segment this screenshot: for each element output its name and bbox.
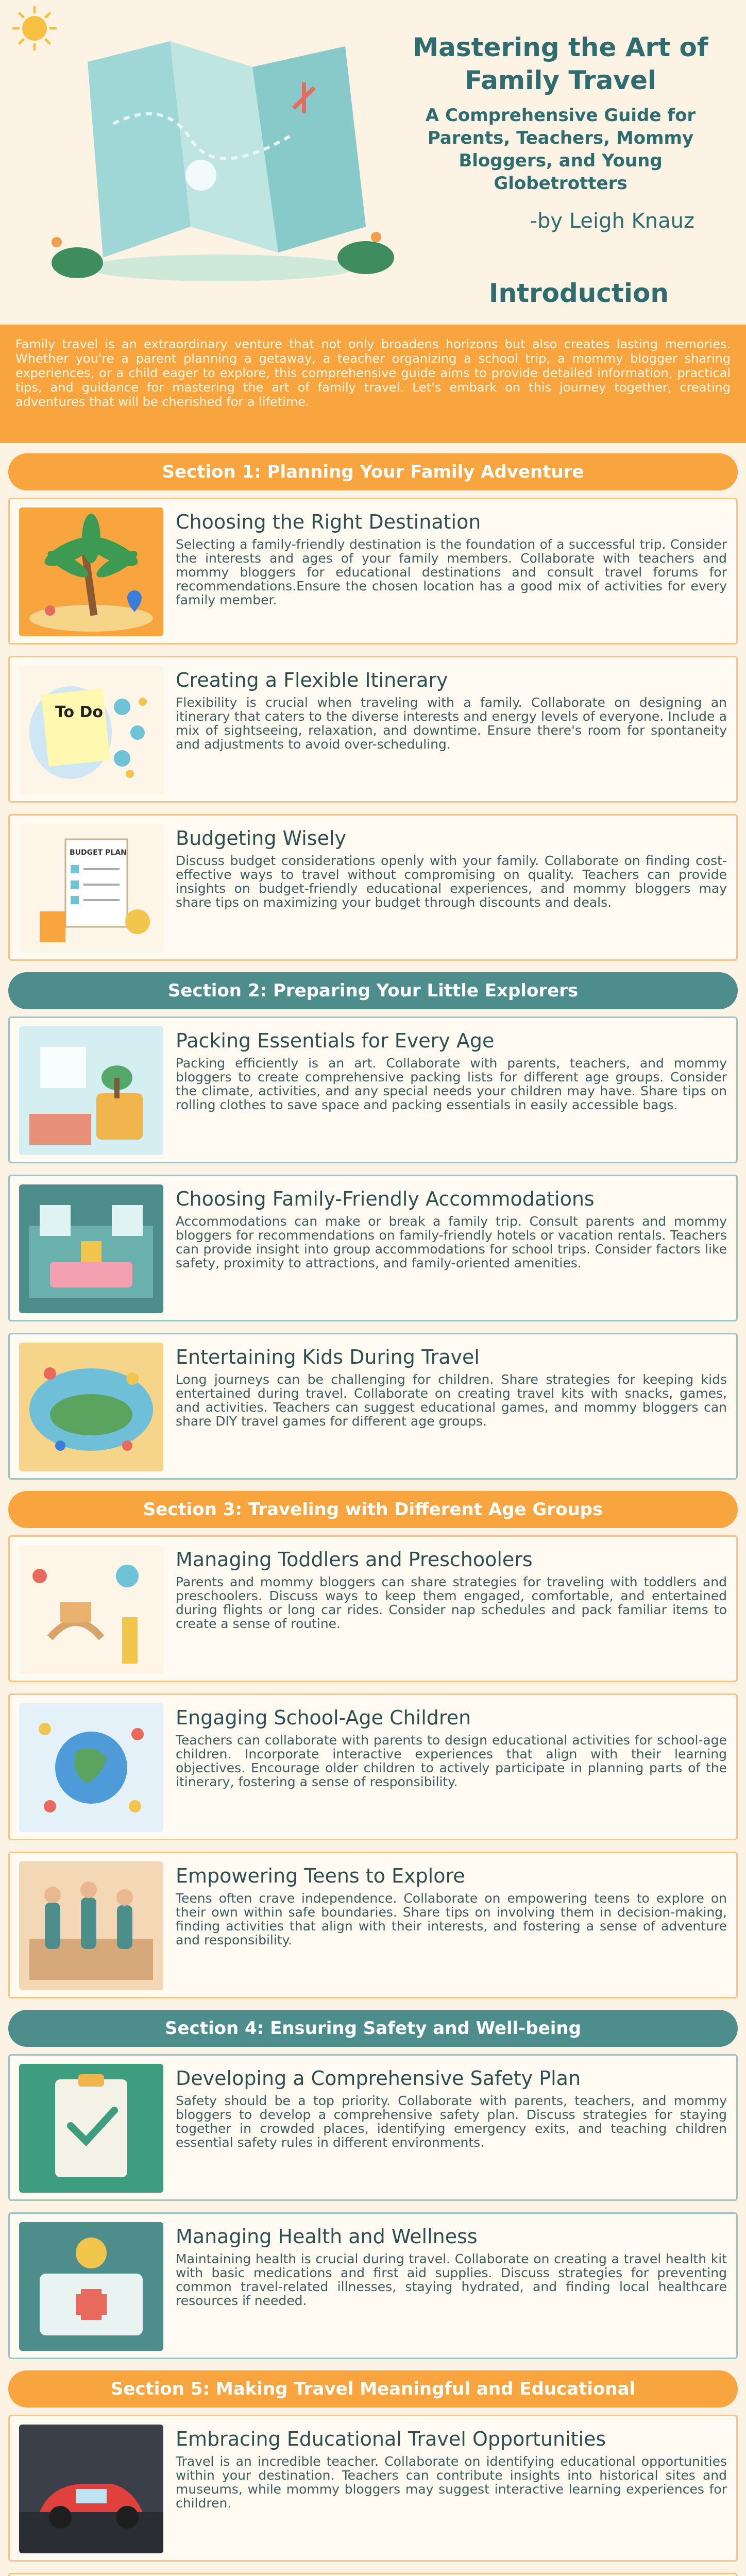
card-title: Creating a Flexible Itinerary [176,669,448,691]
card-text: Selecting a family-friendly destination is the foundation of a successful trip. Consider the interests and ages of your family members. Collaborate with teachers and mommy bloggers for educational destinations and consult travel forums for recommendations.Ensure the chosen location has a good mix of activities for every family member. [176,537,727,607]
intro-heading: Introduction [488,278,669,308]
card-health-wellness [8,2212,738,2359]
section-3-heading: Section 3: Traveling with Different Age Groups [8,1491,738,1528]
todo-label: To Do [55,703,104,721]
school-age-illustration [19,1703,163,1832]
card-title: Choosing Family-Friendly Accommodations [176,1188,595,1210]
card-teens [8,1852,738,1998]
card-title: Developing a Comprehensive Safety Plan [176,2067,581,2090]
card-text: Safety should be a top priority. Collaborate with parents, teachers, and mommy bloggers to develop a comprehensive safety plan. Discuss strategies for staying together in crowded places, identifying emergency exits, and teaching children essential safety rules in different environments. [176,2093,727,2150]
card-text: Long journeys can be challenging for children. Share strategies for keeping kids entertained during travel. Collaborate on creating travel kits with snacks, games, and activities. Teachers can suggest educational games, and mommy bloggers can share DIY travel games for different age groups. [176,1372,727,1429]
travel-map-illustration [36,21,397,289]
card-budgeting [8,814,738,961]
intro-band [0,325,746,443]
budget-illustration [19,824,163,953]
card-family-accommodations [8,1175,738,1321]
card-text: Discuss budget considerations openly with your family. Collaborate on finding cost-effective ways to travel without compromising on quality. Teachers can provide insights on budget-friendly educational experiences, and mommy bloggers may share tips on maximizing your budget through discounts and deals. [176,853,727,910]
page-subtitle: A Comprehensive Guide for Parents, Teachers, Mommy Bloggers, and Young Globetrotters [425,105,696,194]
card-title: Budgeting Wisely [176,827,347,850]
card-title: Entertaining Kids During Travel [176,1346,480,1368]
destination-illustration [19,507,163,636]
accommodations-illustration [19,1184,163,1313]
card-choosing-destination [8,498,738,645]
card-title: Empowering Teens to Explore [176,1865,465,1887]
card-text: Maintaining health is crucial during travel. Collaborate on creating a travel health kit with basic medications and first aid supplies. Discuss strategies for preventing common travel-related illnesses, staying hydrated, and finding local healthcare resources if needed. [176,2251,727,2308]
page-title: Mastering the Art of Family Travel [413,32,708,95]
card-documenting-journey [8,2573,738,2576]
card-safety-plan [8,2054,738,2201]
card-text: Accommodations can make or break a family trip. Consult parents and mommy bloggers for recommendations on family-friendly hotels or vacation rentals. Teachers can provide insight into group accommodations for school trips. Consider factors like safety, proximity to attractions, and family-oriented amenities. [176,1214,727,1270]
safety-illustration [19,2064,163,2193]
card-flexible-itinerary [8,656,738,803]
card-title: Embracing Educational Travel Opportunities [176,2428,606,2450]
budget-label: BUDGET PLAN [70,849,127,857]
card-title: Managing Health and Wellness [176,2225,478,2248]
card-text: Packing efficiently is an art. Collaborate with parents, teachers, and mommy bloggers to create comprehensive packing lists for different age groups. Consider the climate, activities, and any special needs your children may have. Share tips on rolling clothes to save space and packing essentials in easily accessible bags. [176,1056,727,1112]
card-text: Teachers can collaborate with parents to design educational activities for school-age children. Incorporate interactive experiences that align with their learning objectives. Encourage older children to actively participate in planning parts of the itinerary, fostering a sense of responsibility. [176,1733,727,1789]
toddlers-illustration [19,1545,163,1674]
card-text: Teens often crave independence. Collaborate on empowering teens to explore on their own within safe boundaries. Share tips on involving them in decision-making, finding activities that align with their interests, and fostering a sense of adventure and responsibility. [176,1891,727,1947]
card-toddlers [8,1535,738,1682]
card-text: Flexibility is crucial when traveling with a family. Collaborate on designing an itinerary that caters to the diverse interests and energy levels of everyone. Include a mix of sightseeing, relaxation, and downtime. Ensure there's room for spontaneity and adjustments to avoid over-scheduling. [176,695,727,752]
itinerary-illustration [19,666,163,794]
card-text: Parents and mommy bloggers can share strategies for traveling with toddlers and preschoolers. Discuss ways to keep them engaged, comfortable, and entertained during flights or long car rides. Consider nap schedules and pack familiar items to create a sense of routine. [176,1574,727,1631]
section-2-heading: Section 2: Preparing Your Little Explorers [8,972,738,1009]
health-illustration [19,2222,163,2351]
section-4-heading: Section 4: Ensuring Safety and Well-being [8,2010,738,2047]
section-1-heading: Section 1: Planning Your Family Adventure [8,453,738,490]
card-packing-essentials [8,1016,738,1163]
hero-title-block [396,31,725,233]
educational-travel-illustration [19,2425,163,2553]
card-title: Engaging School-Age Children [176,1706,471,1729]
card-title: Choosing the Right Destination [176,511,481,533]
card-school-age [8,1693,738,1840]
card-educational-travel [8,2415,738,2562]
packing-illustration [19,1026,163,1155]
teens-illustration [19,1861,163,1990]
hero [0,0,746,325]
card-entertaining-kids [8,1333,738,1480]
intro-text: Family travel is an extraordinary venture that not only broadens horizons but also creates lasting memories. Whether you're a parent planning a getaway, a teacher organizing a school trip, a mommy blogger sharing experiences, or a child eager to explore, this comprehensive guide aims to provide detailed information, practical tips, and guidance for mastering the art of family travel. Let's embark on this journey together, creating adventures that will be cherished for a lifetime. [15,337,731,409]
entertaining-illustration [19,1343,163,1471]
card-title: Managing Toddlers and Preschoolers [176,1548,533,1571]
card-title: Packing Essentials for Every Age [176,1029,495,1052]
section-5-heading: Section 5: Making Travel Meaningful and Educational [8,2370,738,2408]
author-byline: -by Leigh Knauz [530,209,694,233]
card-text: Travel is an incredible teacher. Collaborate on identifying educational opportunities within your destination. Teachers can contribute insights into historical sites and museums, while mommy bloggers may suggest interactive learning experiences for children. [176,2454,727,2511]
